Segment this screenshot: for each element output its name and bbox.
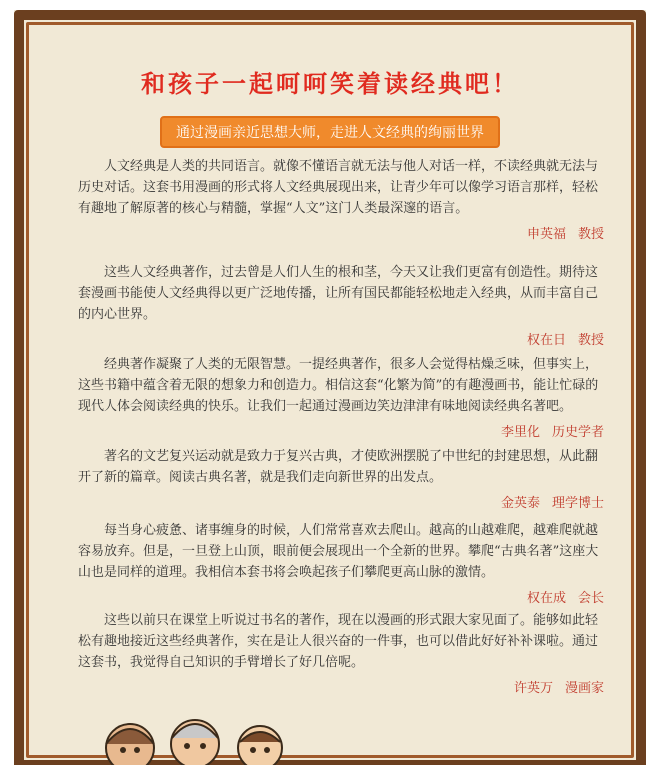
endorsement-text: 著名的文艺复兴运动就是致力于复兴古典，才使欧洲摆脱了中世纪的封建思想，从此翻开了新的篇章。阅读古典名著，就是我们走向新世界的出发点。 xyxy=(78,449,599,485)
author-role: 教授 xyxy=(577,333,604,348)
header xyxy=(0,64,660,99)
endorsement-4 xyxy=(78,446,604,511)
endorsement-text: 人文经典是人类的共同语言。就像不懂语言就无法与他人对话一样，不读经典就无法与历史对话。这套书用漫画的形式将人文经典展现出来，让青少年可以像学习语言那样，轻松有趣地了解原著的核心与精髓，掌握“人文”这门人类最深邃的语言。 xyxy=(78,159,599,216)
endorsement-2 xyxy=(78,262,604,348)
cartoon-face-left xyxy=(106,724,154,765)
cartoon-thinkers-illustration xyxy=(90,700,300,765)
endorsement-text: 经典著作凝聚了人类的无限智慧。一提经典著作，很多人会觉得枯燥乏味，但事实上，这些书籍中蕴含着无限的想象力和创造力。相信这套“化繁为简”的有趣漫画书，能让忙碌的现代人体会阅读经典的快乐。让我们一起通过漫画边笑边津津有味地阅读经典名著吧。 xyxy=(78,357,599,414)
endorsement-signature xyxy=(78,492,604,511)
author-name: 李里化 xyxy=(500,425,540,440)
author-name: 许英万 xyxy=(513,681,553,696)
endorsement-signature xyxy=(78,677,604,696)
endorsement-signature xyxy=(78,587,604,606)
endorsement-text: 这些以前只在课堂上听说过书名的著作，现在以漫画的形式跟大家见面了。能够如此轻松有趣地接近这些经典著作，实在是让人很兴奋的一件事，也可以借此好好补补课啦。通过这套书，我觉得自己知识的手臂增长了好几倍呢。 xyxy=(78,613,599,670)
endorsement-3 xyxy=(78,354,604,440)
author-name: 权在日 xyxy=(526,333,566,348)
subtitle-ribbon-wrap xyxy=(0,116,660,148)
endorsement-signature xyxy=(78,329,604,348)
endorsement-6 xyxy=(78,610,604,696)
cartoon-face-right xyxy=(238,726,282,765)
endorsement-5 xyxy=(78,520,604,606)
endorsement-1 xyxy=(78,156,604,242)
author-name: 金英泰 xyxy=(500,496,540,511)
author-role: 历史学者 xyxy=(551,425,604,440)
endorsement-text: 这些人文经典著作，过去曾是人们人生的根和茎，今天又让我们更富有创造性。期待这套漫画书能使人文经典得以更广泛地传播，让所有国民都能轻松地走入经典，从而丰富自己的内心世界。 xyxy=(78,265,599,322)
endorsement-signature xyxy=(78,421,604,440)
author-role: 理学博士 xyxy=(551,496,604,511)
endorsement-signature xyxy=(78,223,604,242)
author-role: 教授 xyxy=(577,227,604,242)
page-title: 和孩子一起呵呵笑着读经典吧！ xyxy=(141,70,519,98)
author-role: 会长 xyxy=(577,591,604,606)
cartoon-face-middle xyxy=(171,720,219,765)
author-role: 漫画家 xyxy=(564,681,604,696)
author-name: 权在成 xyxy=(526,591,566,606)
author-name: 申英福 xyxy=(526,227,566,242)
subtitle-ribbon: 通过漫画亲近思想大师，走进人文经典的绚丽世界 xyxy=(160,116,500,148)
endorsement-text: 每当身心疲惫、诸事缠身的时候，人们常常喜欢去爬山。越高的山越难爬，越难爬就越容易放弃。但是，一旦登上山顶，眼前便会展现出一个全新的世界。攀爬“古典名著”这座大山也是同样的道理。我相信本套书将会唤起孩子们攀爬更高山脉的激情。 xyxy=(78,523,599,580)
